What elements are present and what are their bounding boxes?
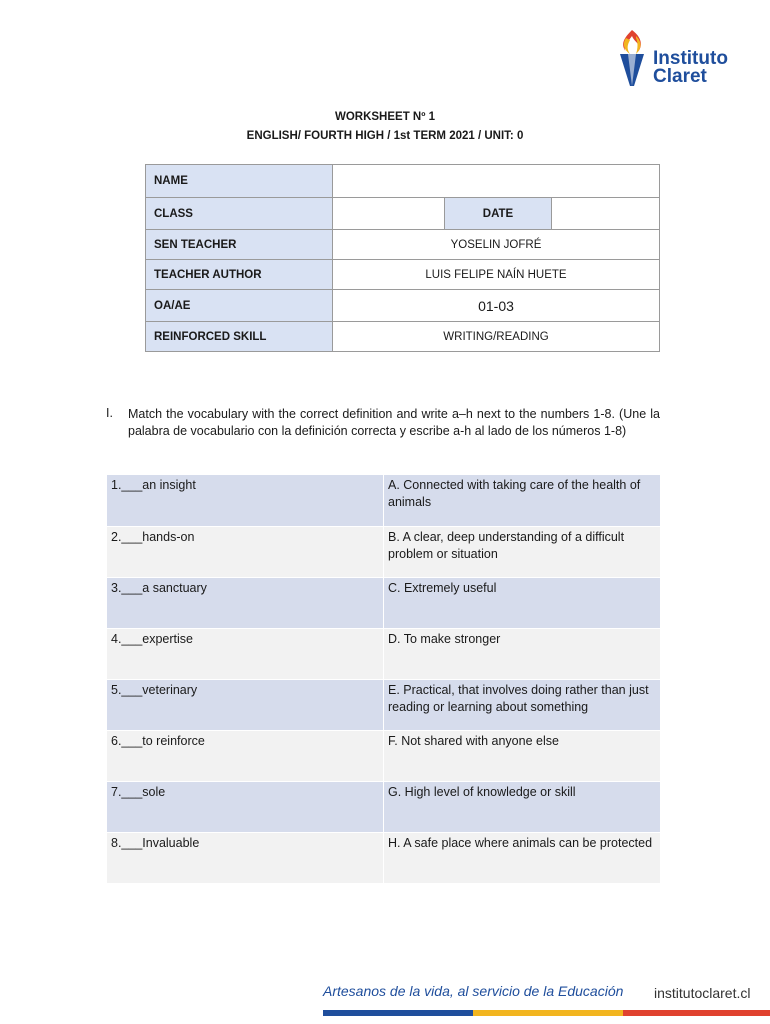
institution-logo xyxy=(614,28,754,92)
matching-table xyxy=(107,475,660,884)
vocab-word[interactable]: 1.___an insight xyxy=(107,475,384,526)
worksheet-subtitle: ENGLISH/ FOURTH HIGH / 1st TERM 2021 / UNIT: 0 xyxy=(246,130,524,142)
student-info-table xyxy=(145,164,660,352)
vocab-word[interactable]: 3.___a sanctuary xyxy=(107,577,384,628)
date-label: DATE xyxy=(445,198,552,230)
instruction-text: Match the vocabulary with the correct definition and write a–h next to the numbers 1-8. (Une la palabra de vocabulario con la definición correcta y escribe a-h al lado de los números 1-8) xyxy=(128,407,660,438)
footer-slogan: Artesanos de la vida, al servicio de la Educación xyxy=(323,983,624,999)
worksheet-title: WORKSHEET Nº 1 xyxy=(334,111,436,123)
vocab-word[interactable]: 2.___hands-on xyxy=(107,526,384,577)
definition: A. Connected with taking care of the health of animals xyxy=(384,475,661,526)
oa-value: 01-03 xyxy=(333,290,660,322)
name-field[interactable] xyxy=(333,165,660,198)
date-field[interactable] xyxy=(552,198,660,230)
vocab-word[interactable]: 8.___Invaluable xyxy=(107,832,384,883)
vocab-word[interactable]: 4.___expertise xyxy=(107,628,384,679)
vocab-word[interactable]: 5.___veterinary xyxy=(107,679,384,730)
logo-line1: Instituto xyxy=(653,48,728,69)
table-row xyxy=(107,832,660,883)
table-row xyxy=(107,475,660,526)
definition: D. To make stronger xyxy=(384,628,661,679)
class-field[interactable] xyxy=(333,198,445,230)
oa-label: OA/AE xyxy=(146,290,333,322)
definition: E. Practical, that involves doing rather than just reading or learning about something xyxy=(384,679,661,730)
footer-bar-blue xyxy=(323,1010,473,1016)
table-row xyxy=(107,730,660,781)
definition: G. High level of knowledge or skill xyxy=(384,781,661,832)
footer-website[interactable]: institutoclaret.cl xyxy=(654,985,751,1001)
definition: H. A safe place where animals can be protected xyxy=(384,832,661,883)
instruction-number: I. xyxy=(106,406,113,420)
table-row xyxy=(107,628,660,679)
footer-bar-yellow xyxy=(473,1010,623,1016)
class-label: CLASS xyxy=(146,198,333,230)
name-label: NAME xyxy=(146,165,333,198)
footer-bar-red xyxy=(623,1010,770,1016)
table-row xyxy=(107,679,660,730)
table-row xyxy=(107,577,660,628)
sen-teacher-value: YOSELIN JOFRÉ xyxy=(333,230,660,260)
table-row xyxy=(107,526,660,577)
teacher-author-value: LUIS FELIPE NAÍN HUETE xyxy=(333,260,660,290)
skill-value: WRITING/READING xyxy=(333,322,660,352)
teacher-author-label: TEACHER AUTHOR xyxy=(146,260,333,290)
definition: B. A clear, deep understanding of a difficult problem or situation xyxy=(384,526,661,577)
definition: C. Extremely useful xyxy=(384,577,661,628)
sen-teacher-label: SEN TEACHER xyxy=(146,230,333,260)
torch-icon xyxy=(614,28,650,92)
table-row xyxy=(107,781,660,832)
vocab-word[interactable]: 7.___sole xyxy=(107,781,384,832)
logo-line2: Claret xyxy=(653,66,707,87)
vocab-word[interactable]: 6.___to reinforce xyxy=(107,730,384,781)
skill-label: REINFORCED SKILL xyxy=(146,322,333,352)
definition: F. Not shared with anyone else xyxy=(384,730,661,781)
